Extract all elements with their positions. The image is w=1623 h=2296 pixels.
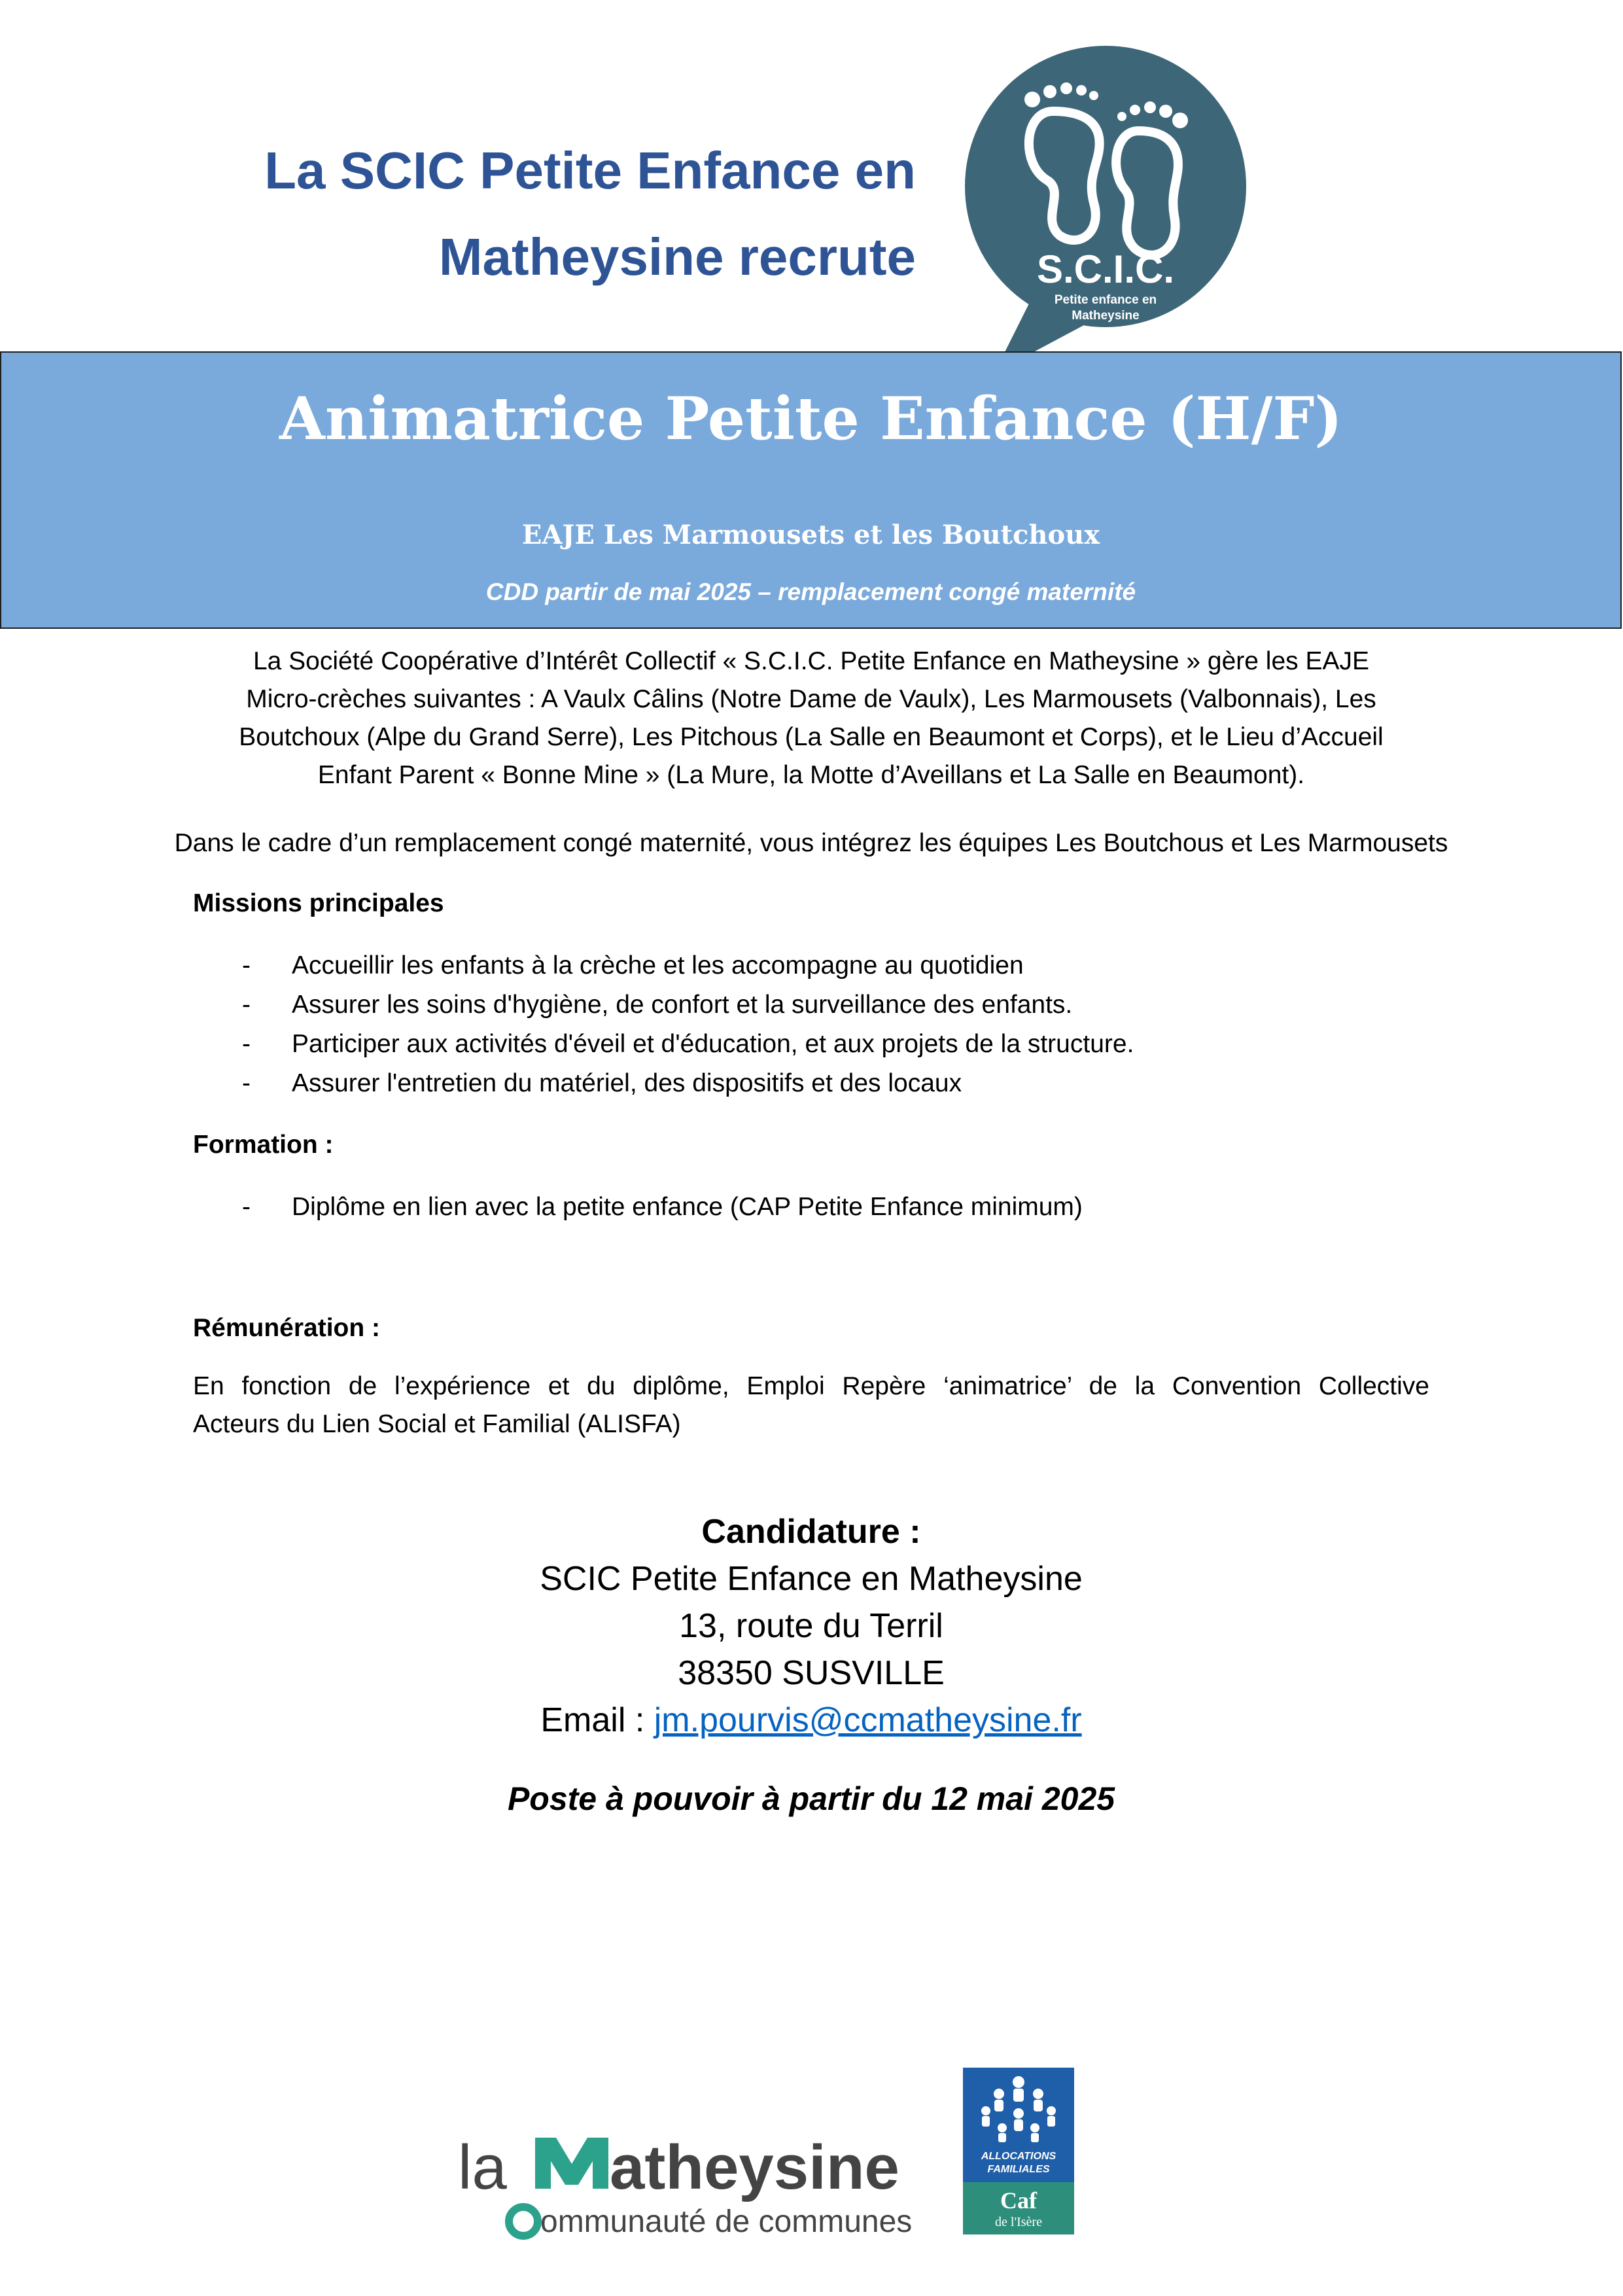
- missions-title: Missions principales: [193, 889, 444, 917]
- scic-logo-text: S.C.I.C.: [1036, 247, 1175, 291]
- matheysine-logo: [458, 2123, 929, 2241]
- remuneration-text: [193, 1368, 1429, 1443]
- remuneration-line1: En fonction de l’expérience et du diplôme, Emploi Repère ‘animatrice’ de la Convention Collective: [193, 1372, 1429, 1400]
- caf-line2: FAMILIALES: [987, 2164, 1050, 2175]
- job-subtitle: EAJE Les Marmousets et les Boutchoux: [521, 520, 1100, 550]
- list-item: - Assurer l'entretien du matériel, des dispositifs et des locaux: [242, 1064, 1485, 1103]
- intro-line: Enfant Parent « Bonne Mine » (La Mure, la Motte d’Aveillans et La Salle en Beaumont).: [317, 761, 1305, 789]
- formation-title: Formation :: [193, 1131, 334, 1159]
- context-paragraph: Dans le cadre d’un remplacement congé maternité, vous intégrez les équipes Les Boutchous et Les Marmousets: [174, 829, 1448, 857]
- intro-line: Micro-crèches suivantes : A Vaulx Câlins (Notre Dame de Vaulx), Les Marmousets (Valbonnais), Les: [246, 685, 1376, 713]
- intro-paragraph: [177, 643, 1446, 794]
- matheysine-la: la: [458, 2132, 507, 2202]
- remuneration-title: Rémunération :: [193, 1314, 381, 1342]
- candidature-city: 38350 SUSVILLE: [678, 1654, 945, 1692]
- remuneration-line2: Acteurs du Lien Social et Familial (ALISFA): [193, 1410, 681, 1438]
- candidature-org: SCIC Petite Enfance en Matheysine: [540, 1560, 1083, 1598]
- matheysine-m-icon: [535, 2138, 608, 2189]
- intro-line: La Société Coopérative d’Intérêt Collectif « S.C.I.C. Petite Enfance en Matheysine » gère les EAJE: [253, 647, 1370, 675]
- caf-logo: [963, 2068, 1074, 2234]
- caf-name: Caf: [1000, 2187, 1037, 2214]
- caf-line1: ALLOCATIONS: [981, 2151, 1056, 2162]
- header-title-line2: Matheysine recrute: [438, 228, 916, 286]
- start-date: Poste à pouvoir à partir du 12 mai 2025: [507, 1780, 1115, 1817]
- matheysine-name: atheysine: [610, 2132, 899, 2202]
- email-link[interactable]: jm.pourvis@ccmatheysine.fr: [654, 1701, 1082, 1739]
- list-item: - Diplôme en lien avec la petite enfance (CAP Petite Enfance minimum): [242, 1188, 1485, 1227]
- dash-bullet: -: [242, 1193, 251, 1221]
- matheysine-c-icon: [509, 2207, 538, 2236]
- caf-region: de l'Isère: [995, 2215, 1042, 2229]
- job-banner: [0, 351, 1622, 629]
- dash-bullet: -: [242, 951, 251, 980]
- matheysine-sub: ommunauté de communes: [540, 2204, 913, 2239]
- list-item: - Accueillir les enfants à la crèche et les accompagne au quotidien: [242, 946, 1485, 985]
- candidature-address: 13, route du Terril: [679, 1607, 943, 1645]
- dash-bullet: -: [242, 1030, 251, 1058]
- page-header-title: [196, 128, 916, 300]
- candidature-email-row: [353, 1697, 1269, 1744]
- job-title: Animatrice Petite Enfance (H/F): [279, 384, 1342, 453]
- list-item: - Participer aux activités d'éveil et d'éducation, et aux projets de la structure.: [242, 1025, 1485, 1064]
- formation-list: [242, 1188, 1485, 1227]
- email-label: Email :: [540, 1701, 654, 1739]
- list-item: - Assurer les soins d'hygiène, de confort et la surveillance des enfants.: [242, 985, 1485, 1025]
- candidature-title: Candidature :: [701, 1513, 921, 1551]
- intro-line: Boutchoux (Alpe du Grand Serre), Les Pitchous (La Salle en Beaumont et Corps), et le Lieu d’Accueil: [239, 723, 1384, 751]
- dash-bullet: -: [242, 991, 251, 1019]
- dash-bullet: -: [242, 1069, 251, 1097]
- scic-logo-subtext-2: Matheysine: [1072, 309, 1140, 323]
- candidature-block: [353, 1508, 1269, 1744]
- scic-logo-subtext-1: Petite enfance en: [1054, 293, 1157, 307]
- job-contract: CDD partir de mai 2025 – remplacement congé maternité: [485, 578, 1136, 605]
- missions-list: [242, 946, 1485, 1103]
- scic-logo: [955, 39, 1256, 380]
- header-title-line1: La SCIC Petite Enfance en: [264, 141, 916, 200]
